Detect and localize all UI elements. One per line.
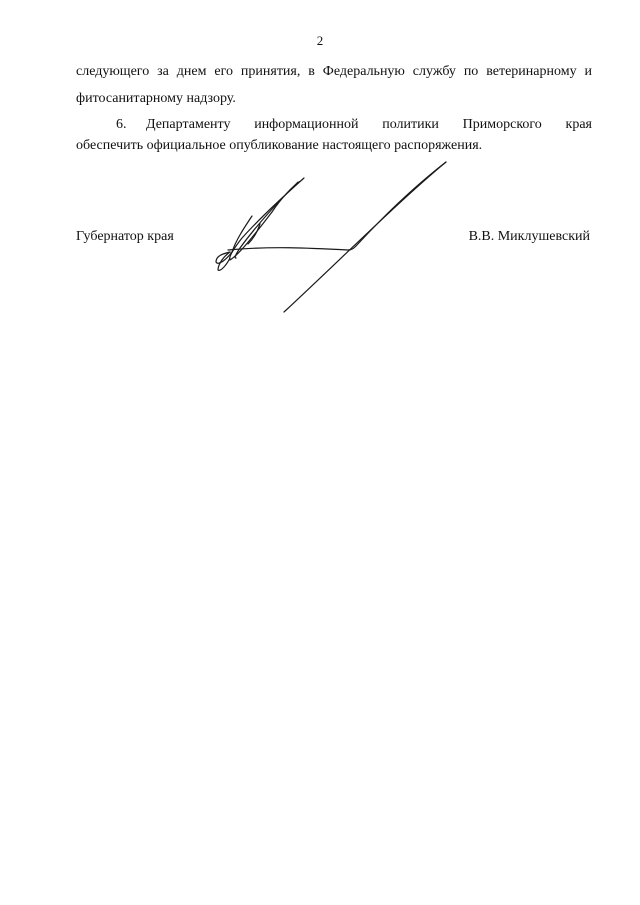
signatory-name: В.В. Миклушевский [468, 229, 590, 244]
item-number: 6. [116, 117, 127, 132]
paragraph-line-3: Департаменту информационной политики Приморского края [146, 117, 592, 132]
paragraph-line-4: обеспечить официальное опубликование настоящего распоряжения. [76, 138, 483, 153]
paragraph-line-1: следующего за днем его принятия, в Федеральную службу по ветеринарному и [76, 64, 592, 79]
paragraph-line-2: фитосанитарному надзору. [76, 91, 236, 106]
handwritten-signature [200, 160, 460, 320]
page-number: 2 [316, 33, 324, 48]
signatory-title: Губернатор края [76, 229, 174, 244]
